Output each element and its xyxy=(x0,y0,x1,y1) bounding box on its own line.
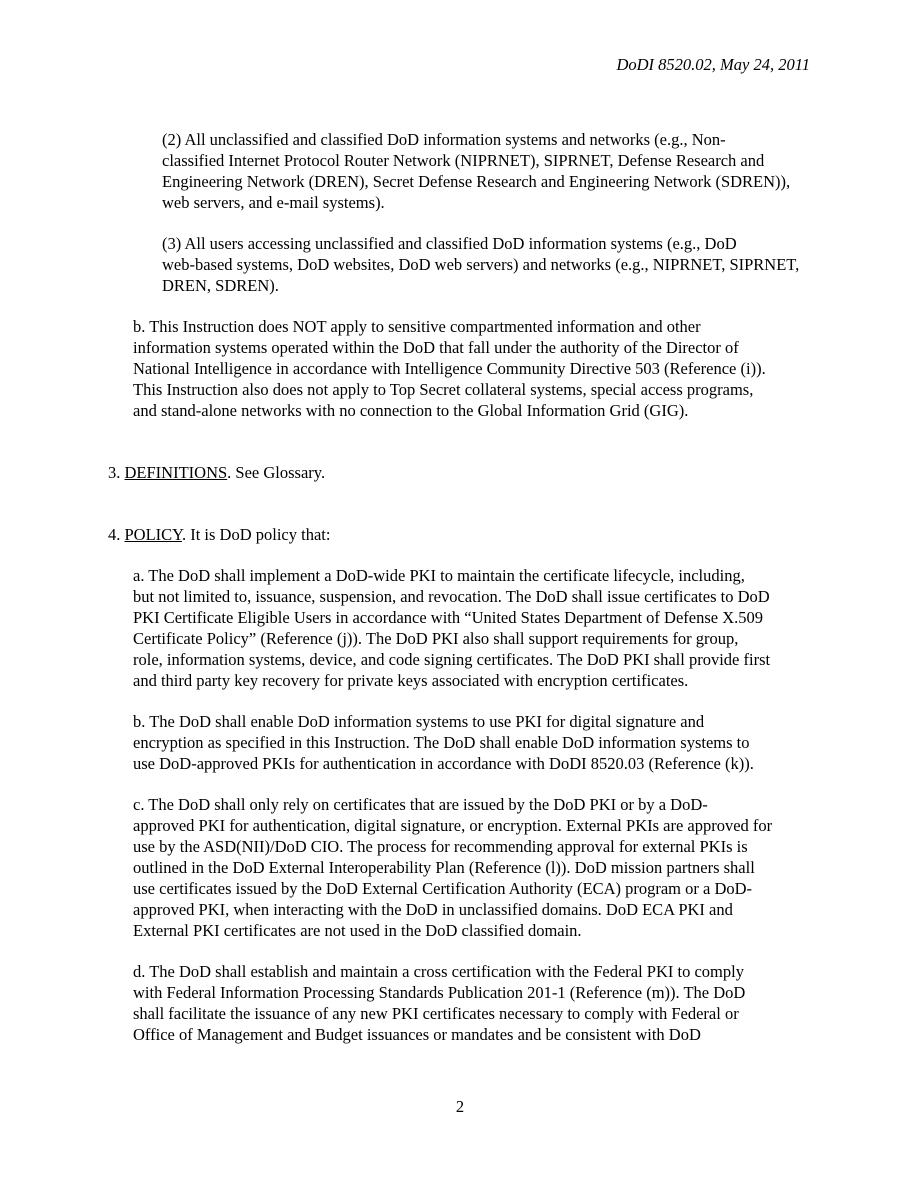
text-line: b. The DoD shall enable DoD information systems to use PKI for digital signature and xyxy=(133,712,705,731)
section-title: POLICY xyxy=(124,525,182,544)
text-line: This Instruction also does not apply to Top Secret collateral systems, special access programs, xyxy=(133,380,754,399)
text-line: use certificates issued by the DoD External Certification Authority (ECA) program or a DoD- xyxy=(133,879,753,898)
section-title: DEFINITIONS xyxy=(124,463,228,482)
text-line: web-based systems, DoD websites, DoD web servers) and networks (e.g., NIPRNET, SIPRNET, xyxy=(162,255,800,274)
text-line: a. The DoD shall implement a DoD-wide PKI to maintain the certificate lifecycle, including, xyxy=(133,566,745,585)
text-line: National Intelligence in accordance with Intelligence Community Directive 503 (Reference (i)). xyxy=(133,359,766,378)
text-line: b. This Instruction does NOT apply to sensitive compartmented information and other xyxy=(133,317,701,336)
section-number: 3. xyxy=(108,463,125,482)
section-4-policy xyxy=(108,524,812,545)
text-line: but not limited to, issuance, suspension, and revocation. The DoD shall issue certificates to DoD xyxy=(133,587,770,606)
section-text: . It is DoD policy that: xyxy=(181,525,331,544)
document-reference-header: DoDI 8520.02, May 24, 2011 xyxy=(616,55,810,74)
text-line: Office of Management and Budget issuances or mandates and be consistent with DoD xyxy=(133,1025,701,1044)
paragraph-1a-2 xyxy=(108,129,812,213)
paragraph-1b xyxy=(108,316,812,421)
paragraph-1a-3 xyxy=(108,233,812,296)
text-line: encryption as specified in this Instruction. The DoD shall enable DoD information systems to xyxy=(133,733,750,752)
page-number: 2 xyxy=(455,1097,465,1116)
text-line: web servers, and e-mail systems). xyxy=(162,193,385,212)
text-line: d. The DoD shall establish and maintain a cross certification with the Federal PKI to comply xyxy=(133,962,744,981)
policy-item-b xyxy=(108,711,812,774)
text-line: use by the ASD(NII)/DoD CIO. The process for recommending approval for external PKIs is xyxy=(133,837,748,856)
text-line: and third party key recovery for private keys associated with encryption certificates. xyxy=(133,671,689,690)
text-line: and stand-alone networks with no connection to the Global Information Grid (GIG). xyxy=(133,401,689,420)
section-3-definitions xyxy=(108,462,812,483)
text-line: approved PKI, when interacting with the DoD in unclassified domains. DoD ECA PKI and xyxy=(133,900,733,919)
text-line: Certificate Policy” (Reference (j)). The DoD PKI also shall support requirements for group, xyxy=(133,629,739,648)
text-line: (2) All unclassified and classified DoD information systems and networks (e.g., Non- xyxy=(162,130,726,149)
text-line: information systems operated within the DoD that fall under the authority of the Director of xyxy=(133,338,739,357)
section-number: 4. xyxy=(108,525,125,544)
policy-item-a xyxy=(108,565,812,691)
text-line: External PKI certificates are not used in the DoD classified domain. xyxy=(133,921,582,940)
text-line: use DoD-approved PKIs for authentication in accordance with DoDI 8520.03 (Reference (k)). xyxy=(133,754,754,773)
text-line: PKI Certificate Eligible Users in accordance with “United States Department of Defense X.509 xyxy=(133,608,763,627)
text-line: shall facilitate the issuance of any new PKI certificates necessary to comply with Federal or xyxy=(133,1004,739,1023)
policy-item-d xyxy=(108,961,812,1045)
policy-item-c xyxy=(108,794,812,941)
page-body xyxy=(108,129,812,1065)
text-line: classified Internet Protocol Router Network (NIPRNET), SIPRNET, Defense Research and xyxy=(162,151,765,170)
text-line: outlined in the DoD External Interoperability Plan (Reference (l)). DoD mission partners shall xyxy=(133,858,755,877)
text-line: (3) All users accessing unclassified and classified DoD information systems (e.g., DoD xyxy=(162,234,737,253)
text-line: c. The DoD shall only rely on certificates that are issued by the DoD PKI or by a DoD- xyxy=(133,795,708,814)
text-line: approved PKI for authentication, digital signature, or encryption. External PKIs are approved for xyxy=(133,816,773,835)
text-line: role, information systems, device, and code signing certificates. The DoD PKI shall provide first xyxy=(133,650,771,669)
text-line: with Federal Information Processing Standards Publication 201-1 (Reference (m)). The DoD xyxy=(133,983,746,1002)
text-line: Engineering Network (DREN), Secret Defense Research and Engineering Network (SDREN)), xyxy=(162,172,791,191)
text-line: DREN, SDREN). xyxy=(162,276,279,295)
section-text: . See Glossary. xyxy=(227,463,326,482)
